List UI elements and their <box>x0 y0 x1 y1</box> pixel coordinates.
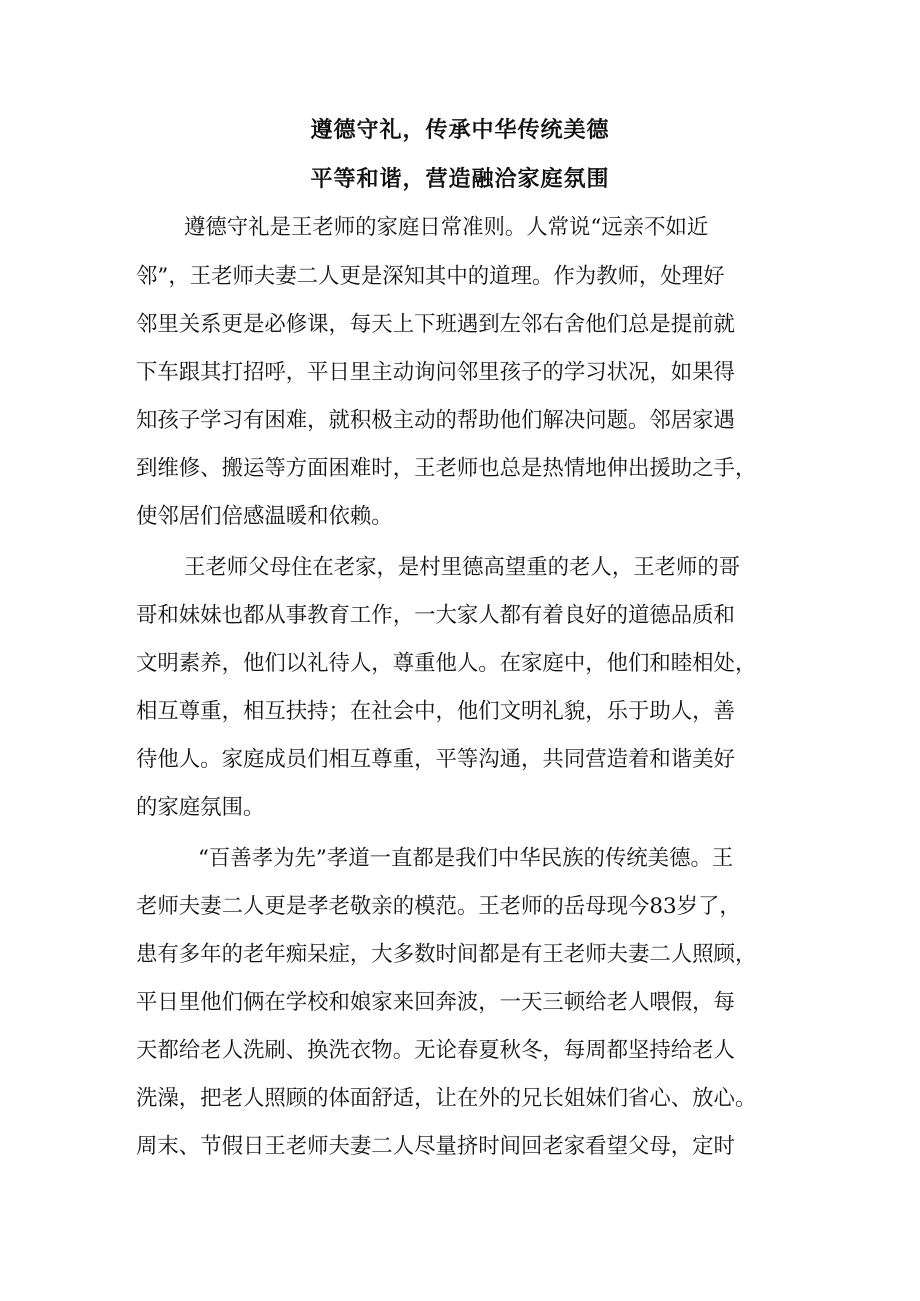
paragraph-1-line-1: 遵德守礼是王老师的家庭日常准则。人常说“远亲不如近 <box>184 215 709 240</box>
paragraph-3-line-2: 老师夫妻二人更是孝老敬亲的模范。王老师的岳母现今83岁了， <box>136 894 741 919</box>
paragraph-2-line-1: 王老师父母住在老家，是村里德高望重的老人，王老师的哥 <box>184 555 741 580</box>
title-line-1: 遵德守礼，传承中华传统美德 <box>310 118 610 143</box>
paragraph-2-line-6: 的家庭氛围。 <box>136 795 265 820</box>
paragraph-3-line-4: 平日里他们俩在学校和娘家来回奔波，一天三顿给老人喂假，每 <box>136 990 735 1015</box>
paragraph-1-line-2: 邻”，王老师夫妻二人更是深知其中的道理。作为教师，处理好 <box>136 264 725 289</box>
paragraph-1-line-7: 使邻居们倍感温暖和依赖。 <box>136 504 393 529</box>
paragraph-1-line-5: 知孩子学习有困难，就积极主动的帮助他们解决问题。邻居家遇 <box>136 408 735 433</box>
paragraph-2-line-2: 哥和妹妹也都从事教育工作，一大家人都有着良好的道德品质和 <box>136 603 735 628</box>
paragraph-2-line-4: 相互尊重，相互扶持；在社会中，他们文明礼貌，乐于助人，善 <box>136 699 735 724</box>
title-line-2: 平等和谐，营造融洽家庭氛围 <box>310 167 610 192</box>
paragraph-2-line-5: 待他人。家庭成员们相互尊重，平等沟通，共同营造着和谐美好 <box>136 747 735 772</box>
paragraph-1-line-6: 到维修、搬运等方面困难时，王老师也总是热情地伸出援助之手， <box>136 456 757 481</box>
paragraph-2-line-3: 文明素养，他们以礼待人，尊重他人。在家庭中，他们和睦相处， <box>136 651 757 676</box>
paragraph-3-line-7: 周末、节假日王老师夫妻二人尽量挤时间回老家看望父母，定时 <box>136 1134 735 1159</box>
paragraph-3-line-1: “百善孝为先”孝道一直都是我们中华民族的传统美德。王 <box>198 846 734 871</box>
paragraph-1-line-3: 邻里关系更是必修课，每天上下班遇到左邻右舍他们总是提前就 <box>136 312 735 337</box>
paragraph-3-line-6: 洗澡，把老人照顾的体面舒适，让在外的兄长姐妹们省心、放心。 <box>136 1086 757 1111</box>
paragraph-1-line-4: 下车跟其打招呼，平日里主动询问邻里孩子的学习状况，如果得 <box>136 360 735 385</box>
paragraph-3-line-5: 天都给老人洗刷、换洗衣物。无论春夏秋冬，每周都坚持给老人 <box>136 1038 735 1063</box>
paragraph-3-line-3: 患有多年的老年痴呆症，大多数时间都是有王老师夫妻二人照顾， <box>136 942 757 967</box>
